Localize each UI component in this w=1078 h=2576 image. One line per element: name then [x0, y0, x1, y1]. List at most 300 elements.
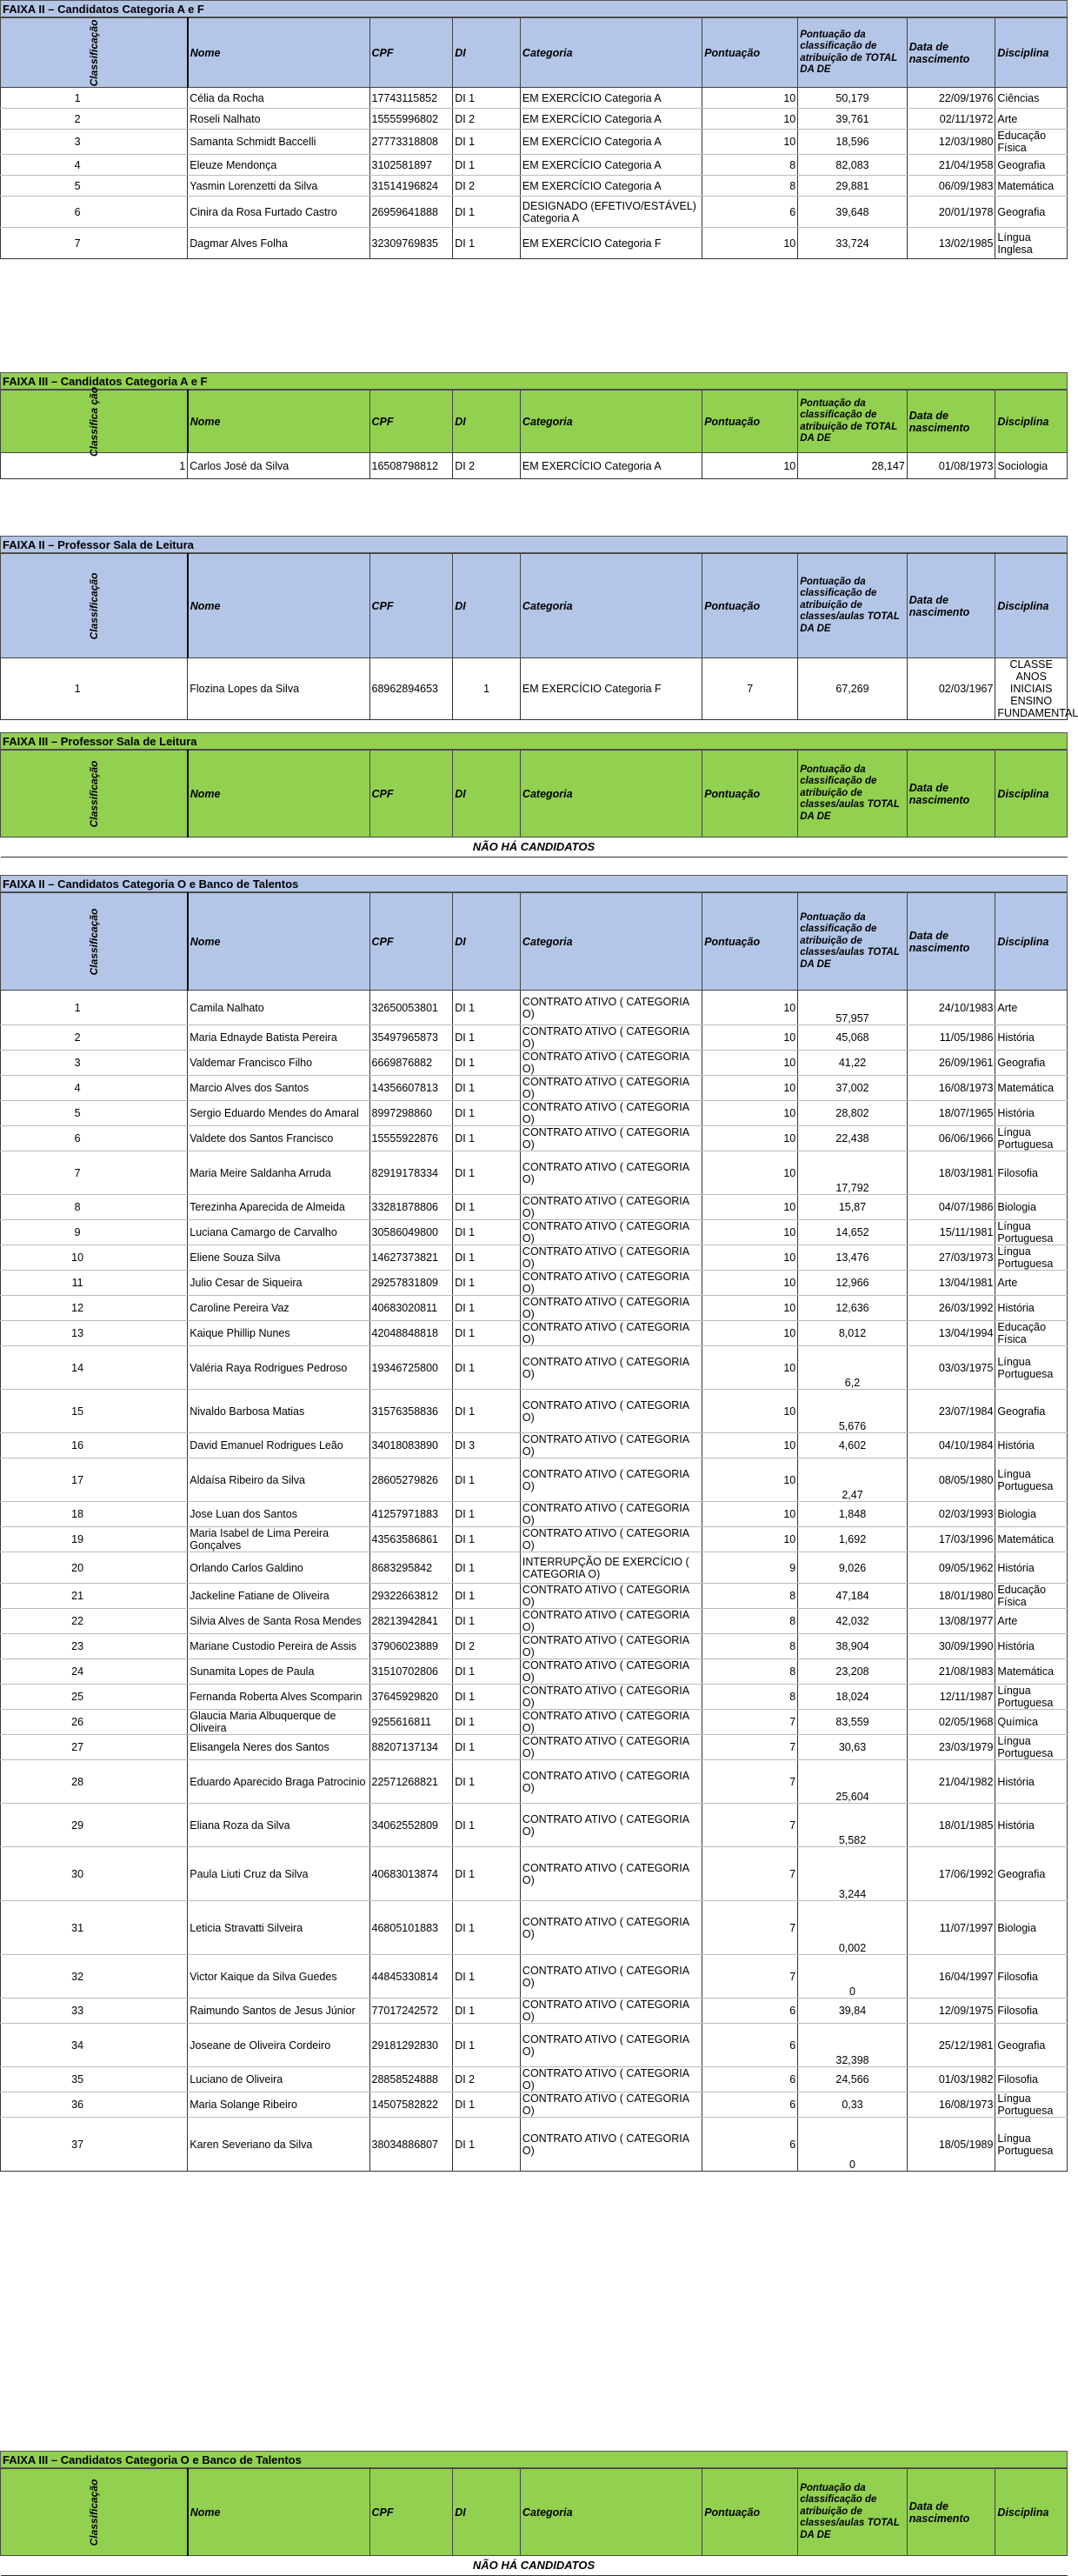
cell-di: DI 1 [453, 1025, 521, 1051]
table-row [1, 1760, 1068, 1804]
cell-pc: 37,002 [798, 1076, 908, 1101]
cell-cpf: 29257831809 [369, 1271, 453, 1296]
col-header-pontuacao-classificacao: Pontuação da classificação de atribuição de classes/aulas TOTAL DA DE [798, 2469, 908, 2556]
cell-pc: 15,87 [798, 1195, 908, 1220]
col-header-nascimento: Data de nascimento [907, 2469, 995, 2556]
cell-cpf: 6669876882 [369, 1051, 453, 1076]
table-row [1, 1101, 1068, 1126]
cell-cat: CONTRATO ATIVO ( CATEGORIA O) [520, 1609, 702, 1634]
cell-nasc: 01/03/1982 [907, 2067, 995, 2092]
cell-pc: 4,602 [798, 1433, 908, 1458]
cell-nome: Julio Cesar de Siqueira [188, 1271, 369, 1296]
cell-di: DI 1 [453, 1609, 521, 1634]
cell-nome: Sunamita Lopes de Paula [188, 1659, 369, 1685]
cell-di: DI 1 [453, 1076, 521, 1101]
cell-di: DI 1 [453, 1502, 521, 1527]
cell-nasc: 16/08/1973 [907, 2092, 995, 2118]
cell-pc: 39,84 [798, 1999, 908, 2024]
cell-cpf: 14627373821 [369, 1245, 453, 1271]
cell-pc: 28,802 [798, 1101, 908, 1126]
cell-n: 17 [1, 1458, 188, 1502]
cell-di: DI 1 [453, 1195, 521, 1220]
col-header-cpf: CPF [369, 893, 453, 991]
cell-disc: Matemática [995, 1659, 1068, 1685]
cell-pont: 10 [702, 1527, 798, 1552]
table-row [1, 1458, 1068, 1502]
cell-cpf: 77017242572 [369, 1999, 453, 2024]
cell-cat: CONTRATO ATIVO ( CATEGORIA O) [520, 1321, 702, 1346]
cell-nasc: 12/11/1987 [907, 1685, 995, 1710]
cell-nome: Karen Severiano da Silva [188, 2118, 369, 2172]
cell-cat: CONTRATO ATIVO ( CATEGORIA O) [520, 2024, 702, 2067]
cell-nome: Kaique Phillip Nunes [188, 1321, 369, 1346]
cell-pont: 6 [702, 2024, 798, 2067]
col-header-label: Classificação [87, 908, 100, 975]
cell-nome: Eleuze Mendonça [188, 155, 369, 176]
cell-n: 15 [1, 1390, 188, 1433]
header-row [1, 390, 1068, 453]
cell-pont: 10 [702, 1433, 798, 1458]
cell-n: 11 [1, 1271, 188, 1296]
cell-cpf: 30586049800 [369, 1220, 453, 1245]
cell-disc: Geografia [995, 1390, 1068, 1433]
cell-n: 1 [1, 453, 188, 479]
cell-n: 5 [1, 1101, 188, 1126]
cell-disc: CLASSE ANOS INICIAIS ENSINO FUNDAMENTAL [995, 658, 1068, 720]
table-row [1, 1634, 1068, 1659]
table-row [1, 228, 1068, 259]
cell-n: 1 [1, 658, 188, 720]
col-header-label: Classificação [87, 760, 100, 827]
cell-pont: 10 [702, 130, 798, 155]
table-row [1, 453, 1068, 479]
table-row [1, 1847, 1068, 1901]
cell-pc: 5,676 [798, 1390, 908, 1433]
cell-pc: 0 [798, 2118, 908, 2172]
cell-cat: CONTRATO ATIVO ( CATEGORIA O) [520, 1659, 702, 1685]
cell-pont: 10 [702, 109, 798, 130]
cell-di: DI 1 [453, 1220, 521, 1245]
cell-di: DI 1 [453, 197, 521, 228]
cell-di: DI 1 [453, 2092, 521, 2118]
cell-di: DI 1 [453, 1321, 521, 1346]
cell-nasc: 04/07/1986 [907, 1195, 995, 1220]
col-header-nome: Nome [188, 751, 369, 838]
cell-nasc: 17/03/1996 [907, 1527, 995, 1552]
results-table [0, 892, 1068, 2172]
cell-disc: Língua Portuguesa [995, 1245, 1068, 1271]
cell-pc: 0,002 [798, 1901, 908, 1955]
cell-nome: Maria Solange Ribeiro [188, 2092, 369, 2118]
cell-pont: 10 [702, 453, 798, 479]
section-faixa-iii-sala-leitura [0, 732, 1068, 858]
cell-cat: CONTRATO ATIVO ( CATEGORIA O) [520, 1346, 702, 1390]
cell-disc: Língua Portuguesa [995, 1346, 1068, 1390]
cell-cpf: 42048848818 [369, 1321, 453, 1346]
cell-nome: Jackeline Fatiane de Oliveira [188, 1584, 369, 1609]
cell-cpf: 8997298860 [369, 1101, 453, 1126]
table-row [1, 88, 1068, 109]
cell-disc: Filosofia [995, 2067, 1068, 2092]
cell-disc: História [995, 1296, 1068, 1321]
cell-cat: CONTRATO ATIVO ( CATEGORIA O) [520, 1296, 702, 1321]
cell-nasc: 18/07/1965 [907, 1101, 995, 1126]
table-row [1, 1735, 1068, 1760]
cell-pc: 14,652 [798, 1220, 908, 1245]
table-row [1, 1955, 1068, 1999]
col-header-classificacao [1, 2469, 188, 2556]
cell-n: 33 [1, 1999, 188, 2024]
col-header-classificacao [1, 18, 188, 88]
cell-pont: 7 [702, 1760, 798, 1804]
cell-nome: Fernanda Roberta Alves Scomparin [188, 1685, 369, 1710]
col-header-pontuacao: Pontuação [702, 18, 798, 88]
cell-pc: 2,47 [798, 1458, 908, 1502]
col-header-label: Classificação [87, 2479, 100, 2546]
cell-nome: Paula Liuti Cruz da Silva [188, 1847, 369, 1901]
cell-cpf: 68962894653 [369, 658, 453, 720]
cell-n: 34 [1, 2024, 188, 2067]
cell-nasc: 02/11/1972 [907, 109, 995, 130]
cell-pc: 1,692 [798, 1527, 908, 1552]
cell-pont: 6 [702, 2092, 798, 2118]
col-header-di: DI [453, 751, 521, 838]
col-header-label: Classifica ção [87, 386, 100, 457]
results-table [0, 2468, 1068, 2576]
cell-n: 36 [1, 2092, 188, 2118]
cell-cpf: 15555996802 [369, 109, 453, 130]
cell-pc: 50,179 [798, 88, 908, 109]
cell-n: 7 [1, 1151, 188, 1195]
cell-disc: História [995, 1101, 1068, 1126]
cell-di: DI 1 [453, 1051, 521, 1076]
cell-n: 3 [1, 1051, 188, 1076]
no-candidates-row [1, 2556, 1068, 2576]
cell-pont: 10 [702, 991, 798, 1025]
no-candidates-text: NÃO HÁ CANDIDATOS [1, 2556, 1068, 2576]
table-row [1, 1195, 1068, 1220]
cell-disc: Arte [995, 1609, 1068, 1634]
cell-pont: 7 [702, 1847, 798, 1901]
col-header-classificacao [1, 893, 188, 991]
col-header-label: Classificação [87, 19, 100, 86]
col-header-disciplina: Disciplina [995, 893, 1068, 991]
cell-disc: Educação Física [995, 130, 1068, 155]
cell-cpf: 40683020811 [369, 1296, 453, 1321]
cell-nome: Glaucia Maria Albuquerque de Oliveira [188, 1710, 369, 1735]
cell-cat: EM EXERCÍCIO Categoria A [520, 176, 702, 197]
col-header-categoria: Categoria [520, 751, 702, 838]
cell-pont: 8 [702, 1584, 798, 1609]
col-header-label: Classificação [87, 572, 100, 639]
cell-nome: Jose Luan dos Santos [188, 1502, 369, 1527]
cell-pc: 29,881 [798, 176, 908, 197]
cell-cat: CONTRATO ATIVO ( CATEGORIA O) [520, 991, 702, 1025]
cell-nasc: 22/09/1976 [907, 88, 995, 109]
table-row [1, 1151, 1068, 1195]
cell-pont: 6 [702, 2067, 798, 2092]
cell-cpf: 28213942841 [369, 1609, 453, 1634]
cell-cpf: 31510702806 [369, 1659, 453, 1685]
cell-cat: CONTRATO ATIVO ( CATEGORIA O) [520, 1051, 702, 1076]
cell-disc: Geografia [995, 1051, 1068, 1076]
cell-cpf: 37906023889 [369, 1634, 453, 1659]
cell-nasc: 18/01/1985 [907, 1804, 995, 1847]
table-row [1, 1025, 1068, 1051]
cell-cat: CONTRATO ATIVO ( CATEGORIA O) [520, 2118, 702, 2172]
table-row [1, 658, 1068, 720]
cell-di: DI 1 [453, 88, 521, 109]
cell-nasc: 13/02/1985 [907, 228, 995, 259]
cell-disc: Língua Portuguesa [995, 1220, 1068, 1245]
cell-di: DI 1 [453, 1527, 521, 1552]
cell-nome: Valdete dos Santos Francisco [188, 1126, 369, 1151]
cell-cat: CONTRATO ATIVO ( CATEGORIA O) [520, 1151, 702, 1195]
cell-pc: 28,147 [798, 453, 908, 479]
cell-cat: CONTRATO ATIVO ( CATEGORIA O) [520, 2067, 702, 2092]
cell-nome: Flozina Lopes da Silva [188, 658, 369, 720]
cell-disc: Matemática [995, 176, 1068, 197]
cell-disc: Sociologia [995, 453, 1068, 479]
cell-di: DI 1 [453, 1458, 521, 1502]
cell-nome: Célia da Rocha [188, 88, 369, 109]
cell-pc: 0,33 [798, 2092, 908, 2118]
cell-disc: Geografia [995, 197, 1068, 228]
cell-disc: Arte [995, 1271, 1068, 1296]
cell-pont: 10 [702, 1025, 798, 1051]
cell-nasc: 03/03/1975 [907, 1346, 995, 1390]
cell-disc: Ciências [995, 88, 1068, 109]
cell-n: 5 [1, 176, 188, 197]
table-row [1, 1346, 1068, 1390]
cell-cpf: 37645929820 [369, 1685, 453, 1710]
cell-nasc: 15/11/1981 [907, 1220, 995, 1245]
cell-cat: DESIGNADO (EFETIVO/ESTÁVEL) Categoria A [520, 197, 702, 228]
cell-n: 27 [1, 1735, 188, 1760]
col-header-nascimento: Data de nascimento [907, 18, 995, 88]
col-header-disciplina: Disciplina [995, 18, 1068, 88]
cell-pont: 10 [702, 1195, 798, 1220]
table-row [1, 1076, 1068, 1101]
col-header-nascimento: Data de nascimento [907, 893, 995, 991]
cell-pc: 83,559 [798, 1710, 908, 1735]
cell-nome: Sergio Eduardo Mendes do Amaral [188, 1101, 369, 1126]
cell-pc: 6,2 [798, 1346, 908, 1390]
cell-pc: 41,22 [798, 1051, 908, 1076]
cell-pc: 42,032 [798, 1609, 908, 1634]
col-header-pontuacao: Pontuação [702, 2469, 798, 2556]
table-row [1, 1710, 1068, 1735]
col-header-pontuacao-classificacao: Pontuação da classificação de atribuição de classes/aulas TOTAL DA DE [798, 893, 908, 991]
cell-n: 16 [1, 1433, 188, 1458]
header-row [1, 751, 1068, 838]
cell-pc: 0 [798, 1955, 908, 1999]
cell-di: DI 1 [453, 1901, 521, 1955]
table-row [1, 2092, 1068, 2118]
cell-cat: CONTRATO ATIVO ( CATEGORIA O) [520, 1760, 702, 1804]
no-candidates-row [1, 838, 1068, 858]
cell-cat: CONTRATO ATIVO ( CATEGORIA O) [520, 1955, 702, 1999]
cell-disc: Geografia [995, 155, 1068, 176]
cell-cat: EM EXERCÍCIO Categoria A [520, 130, 702, 155]
cell-di: DI 1 [453, 130, 521, 155]
cell-n: 20 [1, 1552, 188, 1584]
cell-cpf: 46805101883 [369, 1901, 453, 1955]
cell-nome: Eliana Roza da Silva [188, 1804, 369, 1847]
col-header-classificacao [1, 751, 188, 838]
cell-cat: CONTRATO ATIVO ( CATEGORIA O) [520, 1847, 702, 1901]
col-header-categoria: Categoria [520, 390, 702, 453]
cell-cpf: 8683295842 [369, 1552, 453, 1584]
col-header-nascimento: Data de nascimento [907, 751, 995, 838]
cell-di: DI 1 [453, 1760, 521, 1804]
table-row [1, 2118, 1068, 2172]
cell-nome: Luciana Camargo de Carvalho [188, 1220, 369, 1245]
cell-pont: 8 [702, 176, 798, 197]
col-header-cpf: CPF [369, 390, 453, 453]
cell-pont: 10 [702, 1051, 798, 1076]
cell-pont: 10 [702, 228, 798, 259]
cell-n: 26 [1, 1710, 188, 1735]
cell-cat: EM EXERCÍCIO Categoria A [520, 155, 702, 176]
cell-nasc: 13/04/1994 [907, 1321, 995, 1346]
cell-nasc: 30/09/1990 [907, 1634, 995, 1659]
cell-cpf: 15555922876 [369, 1126, 453, 1151]
cell-n: 19 [1, 1527, 188, 1552]
cell-di: DI 1 [453, 1955, 521, 1999]
cell-cpf: 17743115852 [369, 88, 453, 109]
cell-nome: David Emanuel Rodrigues Leão [188, 1433, 369, 1458]
cell-n: 32 [1, 1955, 188, 1999]
cell-cpf: 14356607813 [369, 1076, 453, 1101]
cell-nome: Nivaldo Barbosa Matias [188, 1390, 369, 1433]
cell-nasc: 04/10/1984 [907, 1433, 995, 1458]
table-row [1, 1804, 1068, 1847]
cell-di: DI 2 [453, 109, 521, 130]
col-header-nome: Nome [188, 2469, 369, 2556]
col-header-di: DI [453, 390, 521, 453]
cell-pc: 45,068 [798, 1025, 908, 1051]
cell-nasc: 16/08/1973 [907, 1076, 995, 1101]
cell-di: 1 [453, 658, 521, 720]
cell-n: 4 [1, 155, 188, 176]
cell-cpf: 28605279826 [369, 1458, 453, 1502]
cell-pc: 18,596 [798, 130, 908, 155]
cell-cat: EM EXERCÍCIO Categoria F [520, 658, 702, 720]
header-row [1, 554, 1068, 658]
cell-pont: 10 [702, 1151, 798, 1195]
cell-n: 30 [1, 1847, 188, 1901]
table-row [1, 1552, 1068, 1584]
cell-cat: CONTRATO ATIVO ( CATEGORIA O) [520, 1527, 702, 1552]
header-row [1, 18, 1068, 88]
cell-disc: Biologia [995, 1195, 1068, 1220]
cell-pc: 17,792 [798, 1151, 908, 1195]
cell-di: DI 1 [453, 155, 521, 176]
cell-pont: 10 [702, 88, 798, 109]
col-header-cpf: CPF [369, 554, 453, 658]
col-header-nascimento: Data de nascimento [907, 554, 995, 658]
cell-cpf: 16508798812 [369, 453, 453, 479]
cell-di: DI 1 [453, 991, 521, 1025]
section-title: FAIXA III – Professor Sala de Leitura [0, 732, 1068, 750]
section-title: FAIXA II – Candidatos Categoria O e Banco de Talentos [0, 875, 1068, 892]
cell-pont: 10 [702, 1245, 798, 1271]
table-row [1, 155, 1068, 176]
cell-nasc: 13/04/1981 [907, 1271, 995, 1296]
table-row [1, 130, 1068, 155]
cell-pont: 8 [702, 1659, 798, 1685]
col-header-pontuacao-classificacao: Pontuação da classificação de atribuição de TOTAL DA DE [798, 390, 908, 453]
cell-disc: História [995, 1760, 1068, 1804]
cell-pc: 67,269 [798, 658, 908, 720]
cell-disc: Arte [995, 991, 1068, 1025]
cell-nome: Eduardo Aparecido Braga Patrocinio [188, 1760, 369, 1804]
cell-di: DI 1 [453, 1151, 521, 1195]
cell-cpf: 35497965873 [369, 1025, 453, 1051]
cell-pc: 82,083 [798, 155, 908, 176]
col-header-nome: Nome [188, 18, 369, 88]
cell-disc: Química [995, 1710, 1068, 1735]
cell-pont: 8 [702, 1609, 798, 1634]
table-row [1, 1659, 1068, 1685]
cell-cpf: 41257971883 [369, 1502, 453, 1527]
cell-nome: Maria Isabel de Lima Pereira Gonçalves [188, 1527, 369, 1552]
cell-cpf: 14507582822 [369, 2092, 453, 2118]
cell-cat: CONTRATO ATIVO ( CATEGORIA O) [520, 1710, 702, 1735]
cell-n: 12 [1, 1296, 188, 1321]
cell-nasc: 23/07/1984 [907, 1390, 995, 1433]
cell-pont: 8 [702, 1634, 798, 1659]
cell-n: 25 [1, 1685, 188, 1710]
cell-nome: Samanta Schmidt Baccelli [188, 130, 369, 155]
cell-nasc: 02/05/1968 [907, 1710, 995, 1735]
cell-nasc: 18/05/1989 [907, 2118, 995, 2172]
cell-pont: 6 [702, 2118, 798, 2172]
cell-cpf: 34062552809 [369, 1804, 453, 1847]
cell-di: DI 1 [453, 1271, 521, 1296]
cell-nasc: 18/01/1980 [907, 1584, 995, 1609]
col-header-nascimento: Data de nascimento [907, 390, 995, 453]
cell-nasc: 13/08/1977 [907, 1609, 995, 1634]
col-header-nome: Nome [188, 390, 369, 453]
col-header-di: DI [453, 18, 521, 88]
cell-cpf: 26959641888 [369, 197, 453, 228]
cell-cpf: 33281878806 [369, 1195, 453, 1220]
cell-nasc: 11/05/1986 [907, 1025, 995, 1051]
cell-nome: Cinira da Rosa Furtado Castro [188, 197, 369, 228]
cell-pont: 7 [702, 658, 798, 720]
cell-n: 1 [1, 991, 188, 1025]
cell-disc: Língua Portuguesa [995, 2118, 1068, 2172]
cell-disc: Geografia [995, 1847, 1068, 1901]
cell-n: 2 [1, 1025, 188, 1051]
cell-cat: CONTRATO ATIVO ( CATEGORIA O) [520, 1458, 702, 1502]
table-row [1, 1901, 1068, 1955]
cell-cpf: 32650053801 [369, 991, 453, 1025]
cell-pont: 10 [702, 1296, 798, 1321]
col-header-disciplina: Disciplina [995, 554, 1068, 658]
cell-cpf: 28858524888 [369, 2067, 453, 2092]
cell-n: 13 [1, 1321, 188, 1346]
col-header-cpf: CPF [369, 751, 453, 838]
col-header-pontuacao: Pontuação [702, 554, 798, 658]
cell-pont: 10 [702, 1390, 798, 1433]
cell-cat: CONTRATO ATIVO ( CATEGORIA O) [520, 1735, 702, 1760]
cell-di: DI 1 [453, 2118, 521, 2172]
cell-nasc: 08/05/1980 [907, 1458, 995, 1502]
cell-cpf: 38034886807 [369, 2118, 453, 2172]
